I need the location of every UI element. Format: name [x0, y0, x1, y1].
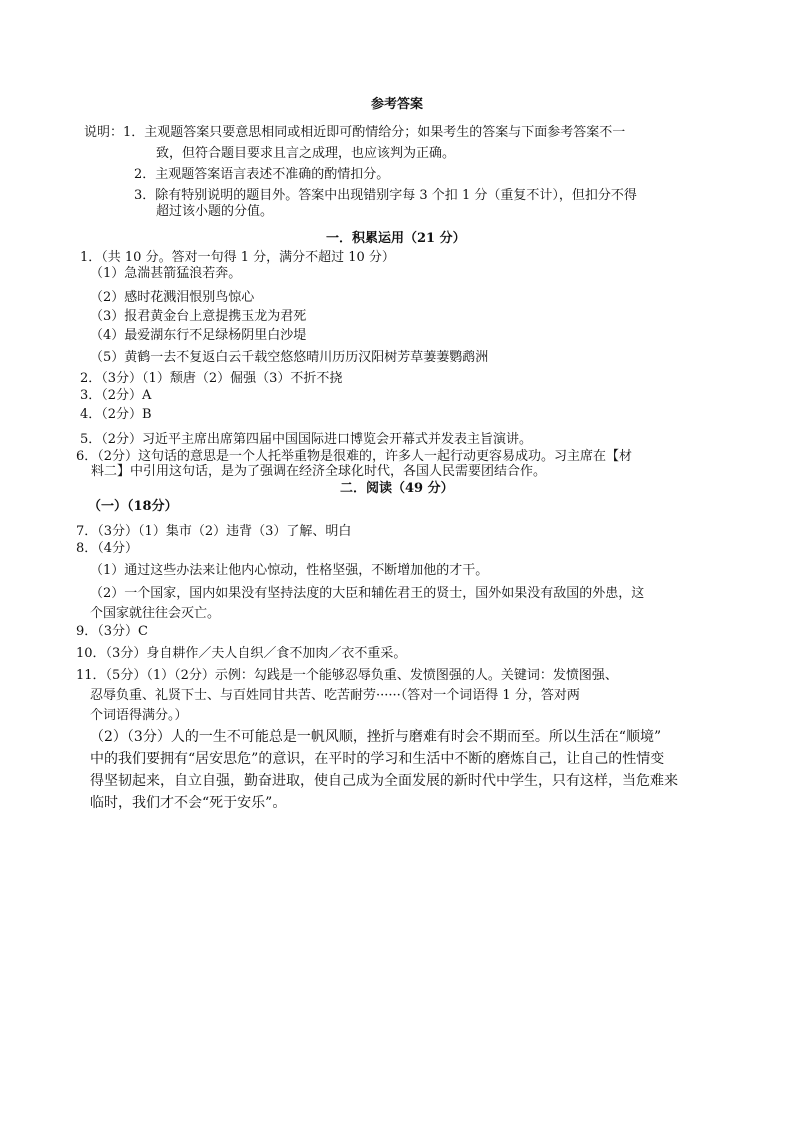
q1-header: 1．（共 10 分。答对一句得 1 分，满分不超过 10 分） [80, 250, 395, 265]
note-3-line-1: 3．除有特别说明的题目外。答案中出现错别字每 3 个扣 1 分（重复不计），但扣分不得 [134, 188, 637, 203]
q11-part2-line-2: 中的我们要拥有“居安思危”的意识，在平时的学习和生活中不断的磨炼自己，让自己的性情变 [90, 751, 665, 767]
q8-header: 8．（4分） [76, 541, 139, 556]
note-3-line-2: 超过该小题的分值。 [156, 204, 274, 219]
note-1-line-2: 致，但符合题目要求且言之成理，也应该判为正确。 [156, 146, 456, 161]
q11-part2-line-3: 得坚韧起来，自立自强，勤奋进取，使自己成为全面发展的新时代中学生，只有这样，当危难来 [90, 773, 678, 789]
q4-answer: 4．（2分）B [80, 407, 152, 422]
q11-part1-line-2: 忍辱负重、礼贤下士、与百姓同甘共苦、吃苦耐劳······（答对一个词语得 1 分，答对两 [90, 688, 580, 703]
q11-part1-line-1: 11．（5分）（1）（2分）示例：勾践是一个能够忍辱负重、发愤图强的人。关键词：发愤图强、 [76, 668, 618, 683]
q1-answer-3: （3）报君黄金台上意提携玉龙为君死 [90, 309, 307, 324]
q1-answer-2: （2）感时花溅泪恨别鸟惊心 [90, 290, 255, 305]
note-1-line-1: 说明：1．主观题答案只要意思相同或相近即可酌情给分；如果考生的答案与下面参考答案不一 [84, 125, 626, 140]
q9-answer: 9．（3分）C [76, 624, 148, 639]
q7-answer: 7．（3分）（1）集市（2）违背（3）了解、明白 [76, 524, 352, 539]
q5-answer: 5．（2分）习近平主席出席第四届中国国际进口博览会开幕式并发表主旨演讲。 [80, 432, 533, 447]
q10-answer: 10．（3分）身自耕作／夫人自织／食不加肉／衣不重采。 [76, 646, 407, 661]
q1-answer-5: （5）黄鹤一去不复返白云千载空悠悠晴川历历汉阳树芳草萋萋鹦鹉洲 [90, 350, 489, 365]
q3-answer: 3．（2分）A [80, 388, 152, 403]
q1-answer-1: （1）急湍甚箭猛浪若奔。 [90, 266, 242, 281]
q6-answer-line-1: 6．（2分）这句话的意思是一个人托举重物是很难的，许多人一起行动更容易成功。习主席在【材 [76, 449, 633, 464]
q8-answer-1: （1）通过这些办法来让他内心惊动，性格坚强，不断增加他的才干。 [90, 563, 489, 578]
q11-part1-line-3: 个词语得满分。） [90, 708, 188, 723]
q2-answer: 2．（3分）（1）颓唐（2）倔强（3）不折不挠 [80, 371, 343, 386]
q11-part2-line-4: 临时，我们才不会“死于安乐”。 [90, 795, 287, 811]
q11-part2-line-1: （2）（3分）人的一生不可能总是一帆风顺，挫折与磨难有时会不期而至。所以生活在“顺境” [90, 729, 662, 745]
note-2: 2．主观题答案语言表述不准确的酌情扣分。 [134, 167, 390, 182]
page-title: 参考答案 [370, 97, 423, 112]
q8-answer-2-line-2: 个国家就往往会灭亡。 [90, 606, 221, 621]
q8-answer-2-line-1: （2）一个国家，国内如果没有坚持法度的大臣和辅佐君王的贤士，国外如果没有敌国的外患，这 [90, 586, 645, 601]
q6-answer-line-2: 料二】中引用这句话，是为了强调在经济全球化时代，各国人民需要团结合作。 [91, 464, 547, 479]
q1-answer-4: （4）最爱湖东行不足绿杨阴里白沙堤 [90, 328, 307, 343]
section-1-heading: 一．积累运用（21 分） [326, 231, 466, 246]
section-2-heading: 二．阅读（49 分） [340, 481, 454, 496]
section-2-subheading: （一）（18分） [88, 499, 178, 514]
